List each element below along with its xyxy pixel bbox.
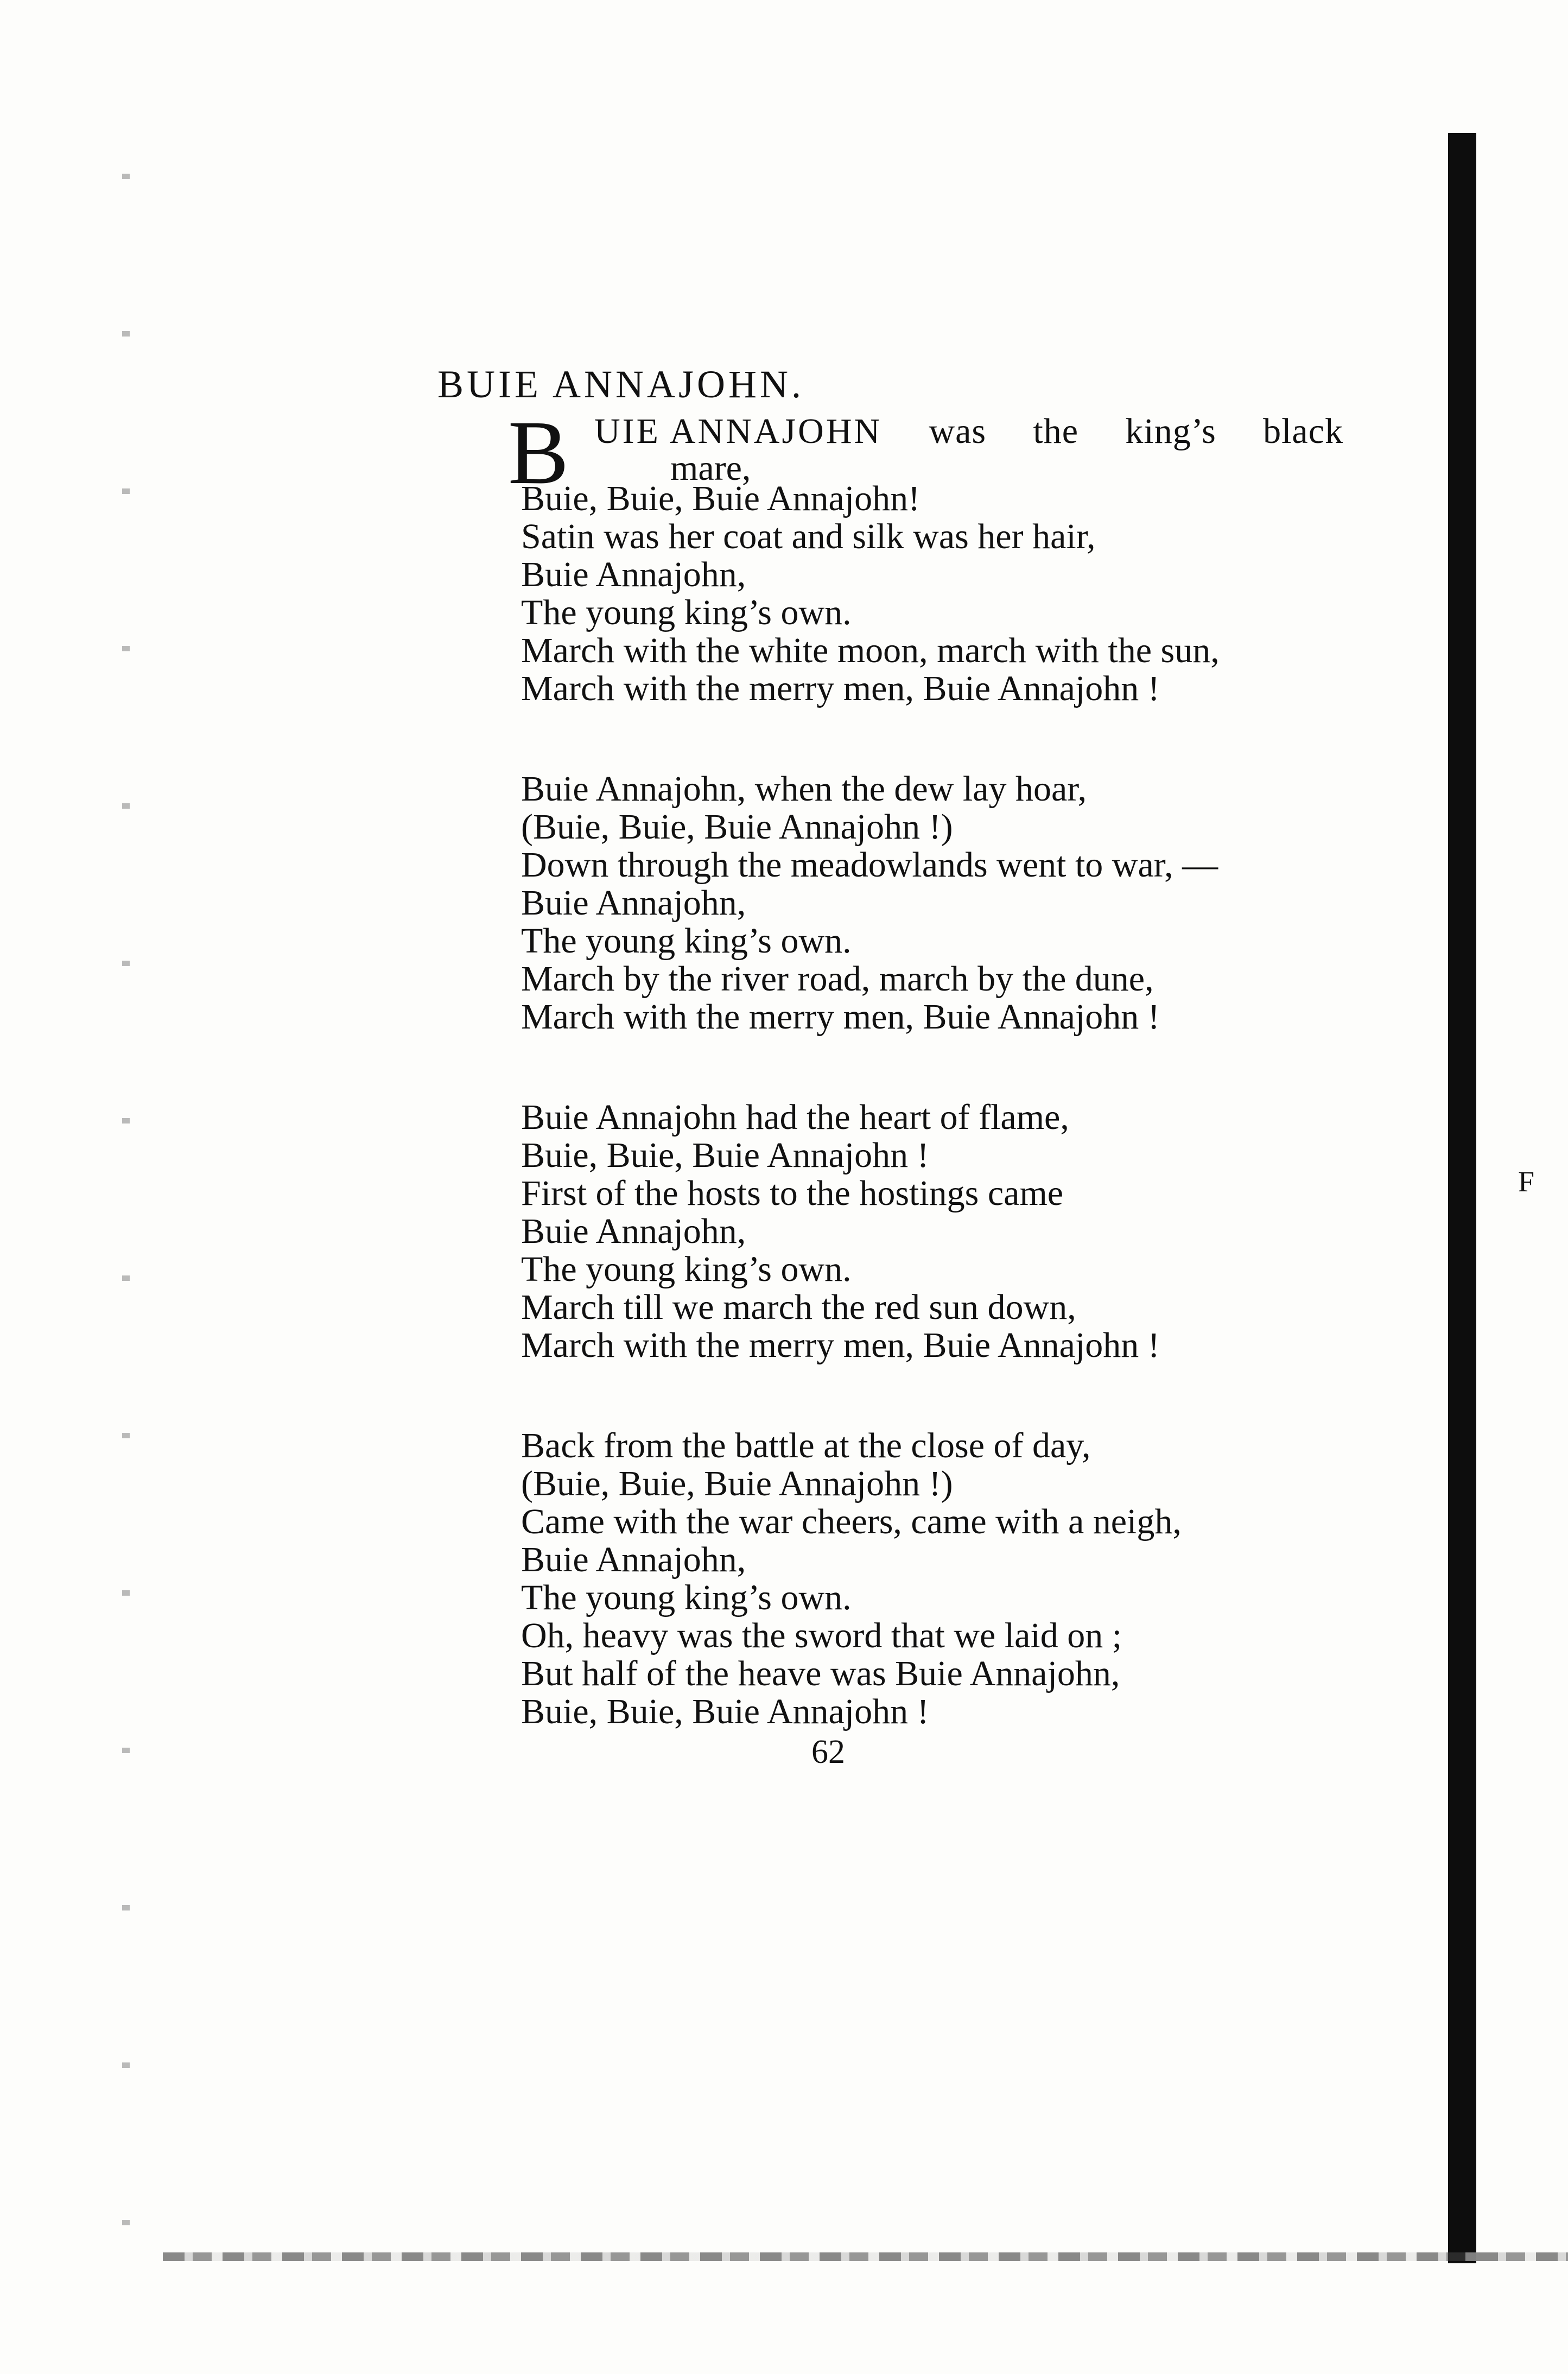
binding-edge-shadow	[1448, 133, 1476, 2263]
verse-line: Came with the war cheers, came with a neigh,	[521, 1502, 1182, 1541]
opening-word: was	[929, 411, 987, 451]
page-number: 62	[811, 1734, 845, 1770]
verse-line: Down through the meadowlands went to war, —	[521, 845, 1218, 885]
drop-cap: B	[508, 402, 569, 503]
opening-line-text	[594, 411, 1343, 451]
verse-line: Buie, Buie, Buie Annajohn !	[521, 1692, 929, 1731]
opening-caps: UIE ANNAJOHN	[594, 411, 883, 451]
opening-word: the	[1033, 411, 1079, 451]
verse-line: The young king’s own.	[521, 1578, 852, 1617]
opening-line-continuation: mare,	[670, 448, 751, 488]
verse-line: March with the merry men, Buie Annajohn !	[521, 669, 1160, 708]
verse-line: Buie Annajohn had the heart of flame,	[521, 1097, 1069, 1137]
verse-line: Satin was her coat and silk was her hair,	[521, 517, 1096, 556]
verse-line: The young king’s own.	[521, 921, 852, 961]
verse-line: March with the white moon, march with the sun,	[521, 631, 1220, 670]
verse-line: March with the merry men, Buie Annajohn !	[521, 997, 1160, 1037]
verse-line: First of the hosts to the hostings came	[521, 1173, 1064, 1213]
verse-line: Buie Annajohn,	[521, 555, 746, 594]
verse-line: (Buie, Buie, Buie Annajohn !)	[521, 807, 953, 847]
verse-line: Back from the battle at the close of day,	[521, 1426, 1091, 1465]
verse-line: The young king’s own.	[521, 593, 852, 632]
verse-line: But half of the heave was Buie Annajohn,	[521, 1654, 1120, 1693]
verse-line: March by the river road, march by the dune,	[521, 959, 1154, 999]
stanza-1	[508, 402, 1368, 708]
verse-line: March with the merry men, Buie Annajohn !	[521, 1325, 1160, 1365]
margin-mark: F	[1518, 1165, 1535, 1198]
stanza-2	[521, 770, 1368, 1036]
verse-line: Buie Annajohn,	[521, 1540, 746, 1579]
verse-line: (Buie, Buie, Buie Annajohn !)	[521, 1464, 953, 1503]
opening-word: black	[1263, 411, 1343, 451]
stanza-4	[521, 1427, 1368, 1731]
poem-title: BUIE ANNAJOHN.	[437, 363, 804, 406]
poem-body	[508, 402, 1368, 1793]
verse-line: Buie, Buie, Buie Annajohn!	[521, 479, 921, 518]
verse-line: Oh, heavy was the sword that we laid on ;	[521, 1616, 1122, 1655]
verse-line: Buie, Buie, Buie Annajohn !	[521, 1135, 929, 1175]
left-edge-scan-marks	[122, 98, 130, 2242]
verse-line: Buie Annajohn,	[521, 1211, 746, 1251]
opening-word: king’s	[1125, 411, 1216, 451]
verse-line: The young king’s own.	[521, 1249, 852, 1289]
verse-line: Buie Annajohn,	[521, 883, 746, 923]
verse-line: March till we march the red sun down,	[521, 1287, 1076, 1327]
bottom-edge-scan-marks	[163, 2252, 1568, 2261]
stanza-3	[521, 1099, 1368, 1364]
verse-line: Buie Annajohn, when the dew lay hoar,	[521, 769, 1087, 809]
